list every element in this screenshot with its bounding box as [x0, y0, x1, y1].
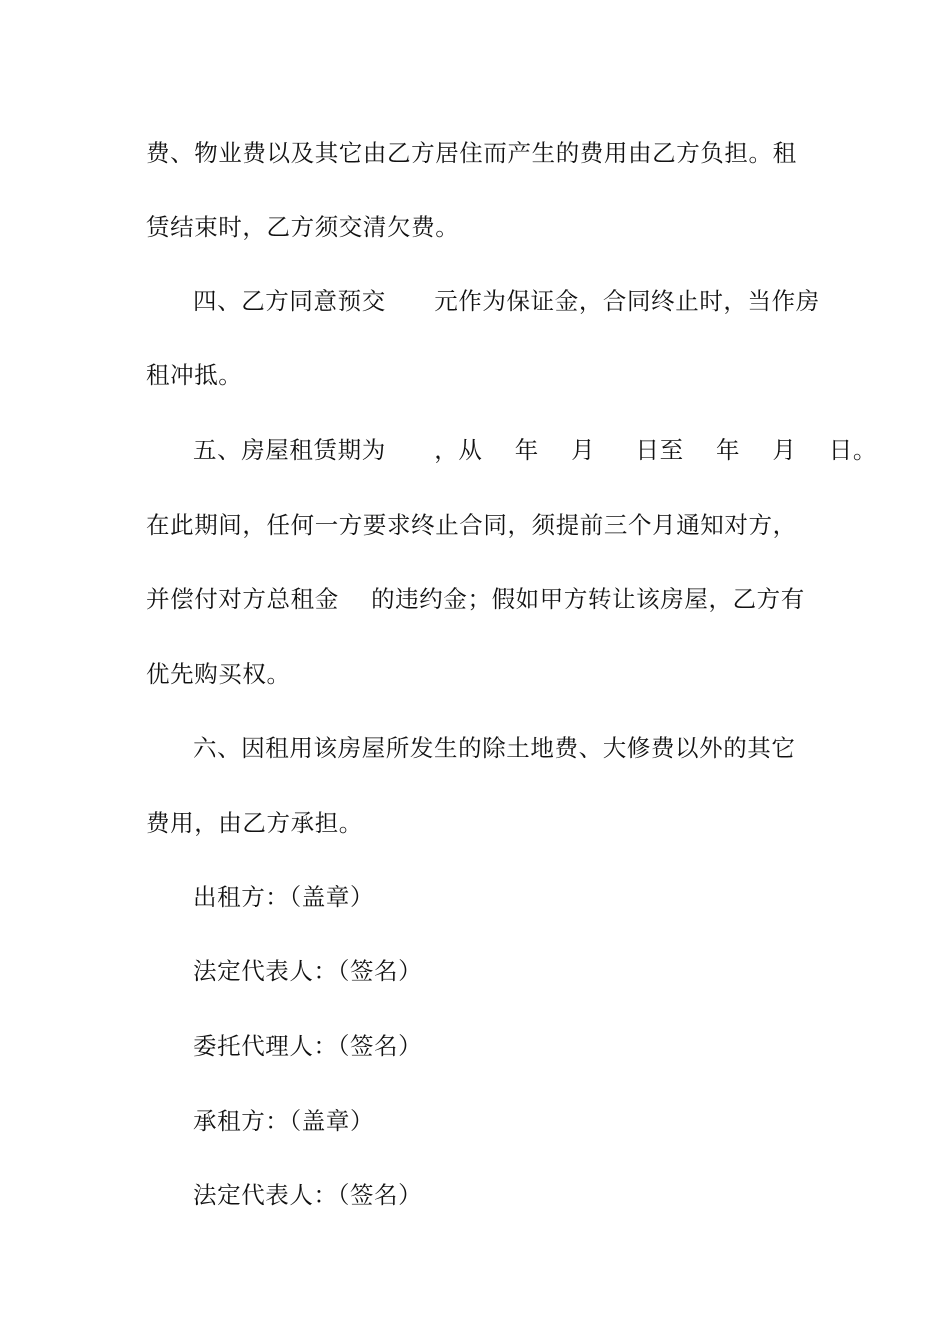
- paragraph-6-line-1: 六、因租用该房屋所发生的除土地费、大修费以外的其它: [193, 734, 796, 762]
- lessee-legal-rep-label: 法定代表人：（签名）: [193, 1181, 423, 1209]
- paragraph-4-line-1: 四、乙方同意预交 元作为保证金，合同终止时，当作房: [193, 287, 820, 315]
- lessor-seal-label: 出租方：（盖章）: [193, 883, 375, 911]
- paragraph-5-line-3: 并偿付对方总租金 的违约金；假如甲方转让该房屋，乙方有: [146, 585, 805, 613]
- paragraph-6-line-2: 费用，由乙方承担。: [146, 809, 363, 837]
- lessor-agent-label: 委托代理人：（签名）: [193, 1032, 423, 1060]
- paragraph-3-line-2: 费、物业费以及其它由乙方居住而产生的费用由乙方负担。租: [146, 139, 797, 167]
- lessor-legal-rep-label: 法定代表人：（签名）: [193, 957, 423, 985]
- paragraph-5-line-4: 优先购买权。: [146, 660, 291, 688]
- paragraph-5-line-1: 五、房屋租赁期为 ，从 年 月 日至 年 月 日。: [193, 436, 877, 464]
- lessee-seal-label: 承租方：（盖章）: [193, 1107, 375, 1135]
- paragraph-5-line-2: 在此期间，任何一方要求终止合同，须提前三个月通知对方，: [146, 511, 797, 539]
- paragraph-3-line-3: 赁结束时，乙方须交清欠费。: [146, 213, 460, 241]
- paragraph-4-line-2: 租冲抵。: [146, 361, 243, 389]
